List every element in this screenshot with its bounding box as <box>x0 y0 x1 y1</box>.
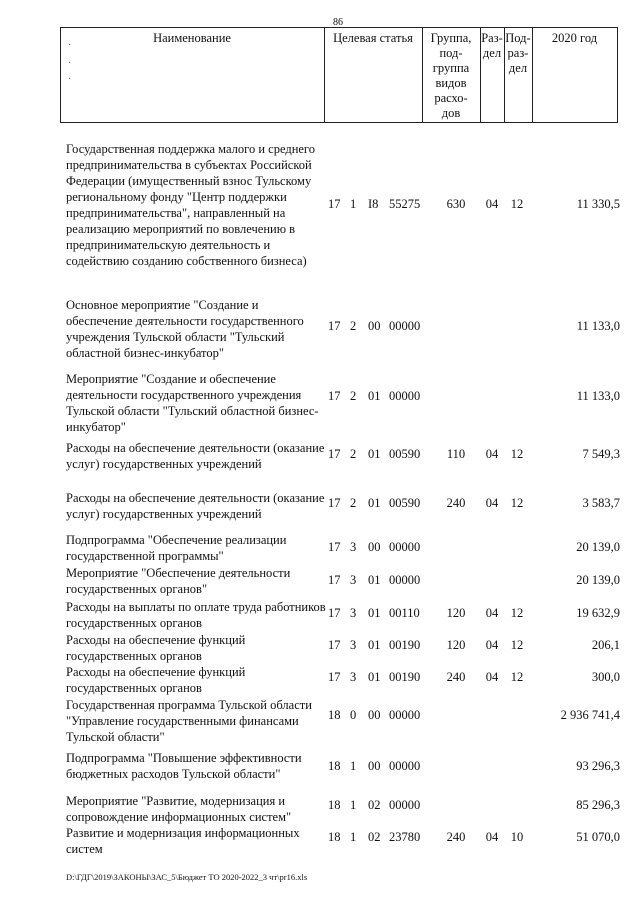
row-subprogram-code: 3 <box>350 606 357 620</box>
row-program-code: 18 <box>328 708 341 722</box>
row-subprogram-code: 2 <box>350 447 357 461</box>
row-amount: 3 583,7 <box>582 496 620 510</box>
row-program-code: 18 <box>328 759 341 773</box>
row-expense-type: 240 <box>446 670 466 684</box>
row-amount: 300,0 <box>591 670 620 684</box>
row-program-code: 17 <box>328 389 341 403</box>
row-subprogram-code: 1 <box>350 759 357 773</box>
row-direction-code: 23780 <box>389 830 421 844</box>
row-name: Расходы на обеспечение функций государственных органов <box>66 633 246 663</box>
row-name: Подпрограмма "Обеспечение реализации государственной программы" <box>66 533 287 563</box>
row-subprogram-code: 3 <box>350 638 357 652</box>
row-podrazdel: 12 <box>510 447 524 461</box>
scan-mark: · <box>68 58 72 69</box>
row-event-code: 02 <box>368 798 381 812</box>
row-program-code: 17 <box>328 638 341 652</box>
row-subprogram-code: 0 <box>350 708 357 722</box>
row-event-code: 00 <box>368 708 381 722</box>
header-right-border <box>617 27 618 122</box>
header-razdel-line: Раз- <box>481 31 503 45</box>
scan-mark: · <box>68 74 72 85</box>
row-amount: 20 139,0 <box>576 540 620 554</box>
row-name: Мероприятие "Обеспечение деятельности государственных органов" <box>66 566 291 596</box>
row-program-code: 17 <box>328 197 341 211</box>
row-amount: 206,1 <box>591 638 620 652</box>
row-expense-type: 110 <box>446 447 466 461</box>
row-name: Расходы на обеспечение деятельности (оказание услуг) государственных учреждений <box>66 441 325 471</box>
row-event-code: 01 <box>368 573 381 587</box>
row-razdel: 04 <box>485 197 499 211</box>
row-direction-code: 00590 <box>389 496 421 510</box>
row-amount: 11 133,0 <box>576 319 620 333</box>
row-amount: 20 139,0 <box>576 573 620 587</box>
row-amount: 2 936 741,4 <box>560 708 620 722</box>
row-event-code: 01 <box>368 670 381 684</box>
row-direction-code: 00000 <box>389 759 421 773</box>
header-razdel <box>480 31 504 61</box>
row-direction-code: 00000 <box>389 573 421 587</box>
row-program-code: 17 <box>328 670 341 684</box>
row-razdel: 04 <box>485 606 499 620</box>
header-group-line: видов <box>435 76 467 90</box>
row-program-code: 18 <box>328 830 341 844</box>
row-amount: 11 330,5 <box>576 197 620 211</box>
row-podrazdel: 12 <box>510 638 524 652</box>
row-program-code: 18 <box>328 798 341 812</box>
row-subprogram-code: 1 <box>350 830 357 844</box>
row-expense-type: 120 <box>446 638 466 652</box>
row-program-code: 17 <box>328 540 341 554</box>
row-amount: 51 070,0 <box>576 830 620 844</box>
row-subprogram-code: 2 <box>350 389 357 403</box>
header-podrazdel-line: дел <box>508 61 528 75</box>
row-subprogram-code: 3 <box>350 670 357 684</box>
row-name: Государственная программа Тульской области "Управление государственными финансами Тульской области" <box>66 698 312 744</box>
row-event-code: 01 <box>368 447 381 461</box>
header-group-line: дов <box>441 106 461 120</box>
row-podrazdel: 12 <box>510 496 524 510</box>
row-direction-code: 00000 <box>389 798 421 812</box>
row-direction-code: 55275 <box>389 197 421 211</box>
row-name: Мероприятие "Развитие, модернизация и сопровождение информационных систем" <box>66 794 292 824</box>
row-event-code: 00 <box>368 319 381 333</box>
row-razdel: 04 <box>485 496 499 510</box>
row-name: Государственная поддержка малого и среднего предпринимательства в субъектах Российской Федерации (имущественный взнос Тульскому региональному фонду "Центр поддержки предпринимательства", направленный на реализацию мероприятий по вовлечению в предпринимательскую деятельность и содействию созданию собственного бизнеса) <box>66 142 315 268</box>
row-direction-code: 00000 <box>389 708 421 722</box>
row-event-code: 00 <box>368 759 381 773</box>
scan-mark: · <box>68 40 72 51</box>
row-expense-type: 120 <box>446 606 466 620</box>
header-name: Наименование <box>153 31 231 45</box>
row-direction-code: 00110 <box>389 606 420 620</box>
row-expense-type: 240 <box>446 496 466 510</box>
row-direction-code: 00000 <box>389 540 421 554</box>
row-subprogram-code: 1 <box>350 798 357 812</box>
row-razdel: 04 <box>485 830 499 844</box>
row-razdel: 04 <box>485 638 499 652</box>
row-program-code: 17 <box>328 447 341 461</box>
header-target-article: Целевая статья <box>333 31 413 45</box>
row-name: Расходы на обеспечение деятельности (оказание услуг) государственных учреждений <box>66 491 325 521</box>
row-program-code: 17 <box>328 606 341 620</box>
row-podrazdel: 10 <box>510 830 524 844</box>
row-program-code: 17 <box>328 573 341 587</box>
row-event-code: 01 <box>368 606 381 620</box>
header-bottom-border <box>60 122 618 123</box>
row-amount: 93 296,3 <box>576 759 620 773</box>
row-name: Расходы на выплаты по оплате труда работников государственных органов <box>66 600 326 630</box>
header-podrazdel-line: Под- <box>505 31 531 45</box>
row-direction-code: 00590 <box>389 447 421 461</box>
row-event-code: 01 <box>368 638 381 652</box>
row-event-code: 01 <box>368 496 381 510</box>
row-razdel: 04 <box>485 670 499 684</box>
row-name: Развитие и модернизация информационных систем <box>66 826 300 856</box>
row-program-code: 17 <box>328 319 341 333</box>
row-podrazdel: 12 <box>510 670 524 684</box>
header-top-border <box>60 27 618 28</box>
row-subprogram-code: 3 <box>350 540 357 554</box>
row-amount: 19 632,9 <box>576 606 620 620</box>
row-event-code: 02 <box>368 830 381 844</box>
page-number: 86 <box>333 17 343 28</box>
header-year: 2020 год <box>551 31 598 45</box>
row-name: Мероприятие "Создание и обеспечение деятельности государственного учреждения Тульской области "Тульский областной бизнес-инкубатор" <box>66 372 319 434</box>
header-group <box>422 31 480 121</box>
row-direction-code: 00000 <box>389 319 421 333</box>
header-podrazdel-line: раз- <box>507 46 529 60</box>
header-group-line: расхо- <box>434 91 468 105</box>
row-subprogram-code: 1 <box>350 197 357 211</box>
row-subprogram-code: 2 <box>350 496 357 510</box>
row-event-code: I8 <box>368 197 379 211</box>
header-group-line: под- <box>439 46 463 60</box>
row-amount: 7 549,3 <box>582 447 620 461</box>
row-direction-code: 00190 <box>389 670 421 684</box>
header-group-line: Группа, <box>430 31 472 45</box>
header-group-line: группа <box>432 61 470 75</box>
row-name: Основное мероприятие "Создание и обеспечение деятельности государственного учреждения Тульской области "Тульский областной бизнес-инкубатор" <box>66 298 304 360</box>
row-event-code: 01 <box>368 389 381 403</box>
row-name: Расходы на обеспечение функций государственных органов <box>66 665 246 695</box>
row-program-code: 17 <box>328 496 341 510</box>
row-expense-type: 240 <box>446 830 466 844</box>
row-subprogram-code: 3 <box>350 573 357 587</box>
row-event-code: 00 <box>368 540 381 554</box>
row-amount: 85 296,3 <box>576 798 620 812</box>
header-razdel-line: дел <box>482 46 502 60</box>
row-razdel: 04 <box>485 447 499 461</box>
header-podrazdel <box>504 31 532 76</box>
row-podrazdel: 12 <box>510 606 524 620</box>
row-subprogram-code: 2 <box>350 319 357 333</box>
row-direction-code: 00190 <box>389 638 421 652</box>
row-expense-type: 630 <box>446 197 466 211</box>
row-direction-code: 00000 <box>389 389 421 403</box>
table-header <box>60 27 618 122</box>
file-path-footer: D:\ГДГ\2019\ЗАКОНЫ\ЗАС_5\Бюджет ТО 2020-2022_3 чт\pr16.xls <box>66 872 308 882</box>
row-amount: 11 133,0 <box>576 389 620 403</box>
row-podrazdel: 12 <box>510 197 524 211</box>
row-name: Подпрограмма "Повышение эффективности бюджетных расходов Тульской области" <box>66 751 302 781</box>
